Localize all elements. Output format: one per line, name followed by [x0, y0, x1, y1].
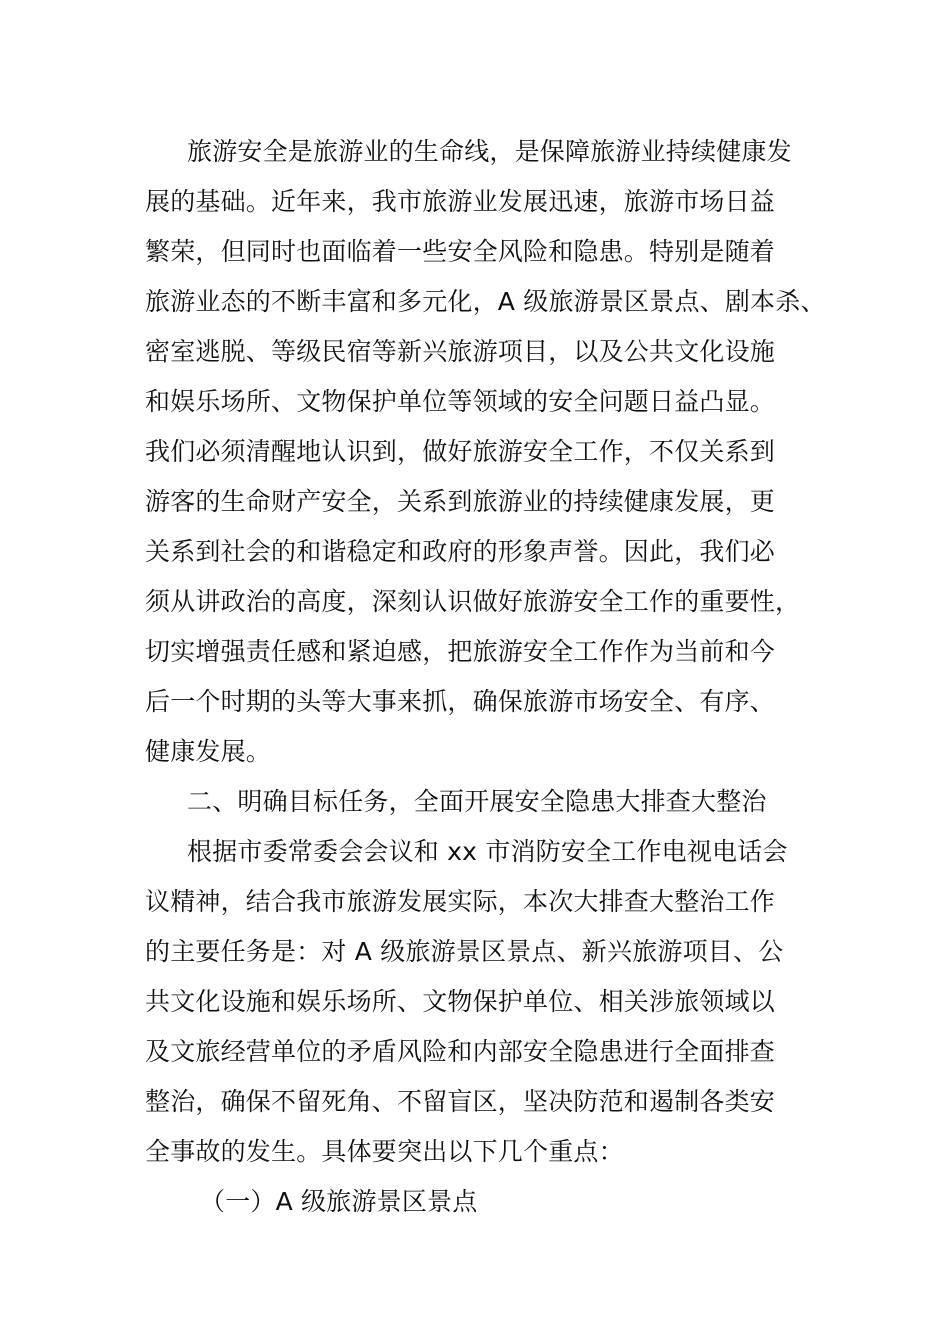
paragraph-1-line-10: 须从讲政治的高度，深刻认识做好旅游安全工作的重要性， [145, 587, 801, 616]
paragraph-1-line-9: 关系到社会的和谐稳定和政府的形象声誉。因此，我们必 [145, 537, 776, 566]
paragraph-2-line-7: 全事故的发生。具体要突出以下几个重点： [145, 1137, 624, 1166]
section-2-heading: 二、明确目标任务，全面开展安全隐患大排查大整治 [187, 787, 767, 816]
paragraph-2-line-2: 议精神，结合我市旅游发展实际，本次大排查大整治工作 [145, 887, 776, 916]
paragraph-2-line-4: 共文化设施和娱乐场所、文物保护单位、相关涉旅领域以 [145, 987, 776, 1016]
paragraph-1-line-1: 旅游安全是旅游业的生命线，是保障旅游业持续健康发 [187, 137, 792, 166]
paragraph-1-line-7: 我们必须清醒地认识到，做好旅游安全工作，不仅关系到 [145, 437, 776, 466]
paragraph-1-line-8: 游客的生命财产安全，关系到旅游业的持续健康发展，更 [145, 487, 776, 516]
paragraph-2-line-5: 及文旅经营单位的矛盾风险和内部安全隐患进行全面排查 [145, 1037, 776, 1066]
paragraph-2-line-1: 根据市委常委会会议和 xx 市消防安全工作电视电话会 [187, 837, 788, 866]
paragraph-1-line-2: 展的基础。近年来，我市旅游业发展迅速，旅游市场日益 [145, 187, 776, 216]
paragraph-1-line-13: 健康发展。 [145, 737, 272, 766]
paragraph-1-line-4: 旅游业态的不断丰富和多元化，A 级旅游景区景点、剧本杀、 [145, 287, 826, 316]
paragraph-1-line-12: 后一个时期的头等大事来抓，确保旅游市场安全、有序、 [145, 687, 776, 716]
paragraph-2-line-3: 的主要任务是：对 A 级旅游景区景点、新兴旅游项目、公 [145, 937, 784, 966]
paragraph-1-line-3: 繁荣，但同时也面临着一些安全风险和隐患。特别是随着 [145, 237, 776, 266]
paragraph-1-line-11: 切实增强责任感和紧迫感，把旅游安全工作作为当前和今 [145, 637, 776, 666]
subheading-1: （一）A 级旅游景区景点 [200, 1187, 478, 1216]
paragraph-1-line-5: 密室逃脱、等级民宿等新兴旅游项目，以及公共文化设施 [145, 337, 776, 366]
paragraph-1-line-6: 和娱乐场所、文物保护单位等领域的安全问题日益凸显。 [145, 387, 776, 416]
paragraph-2-line-6: 整治，确保不留死角、不留盲区，坚决防范和遏制各类安 [145, 1087, 776, 1116]
